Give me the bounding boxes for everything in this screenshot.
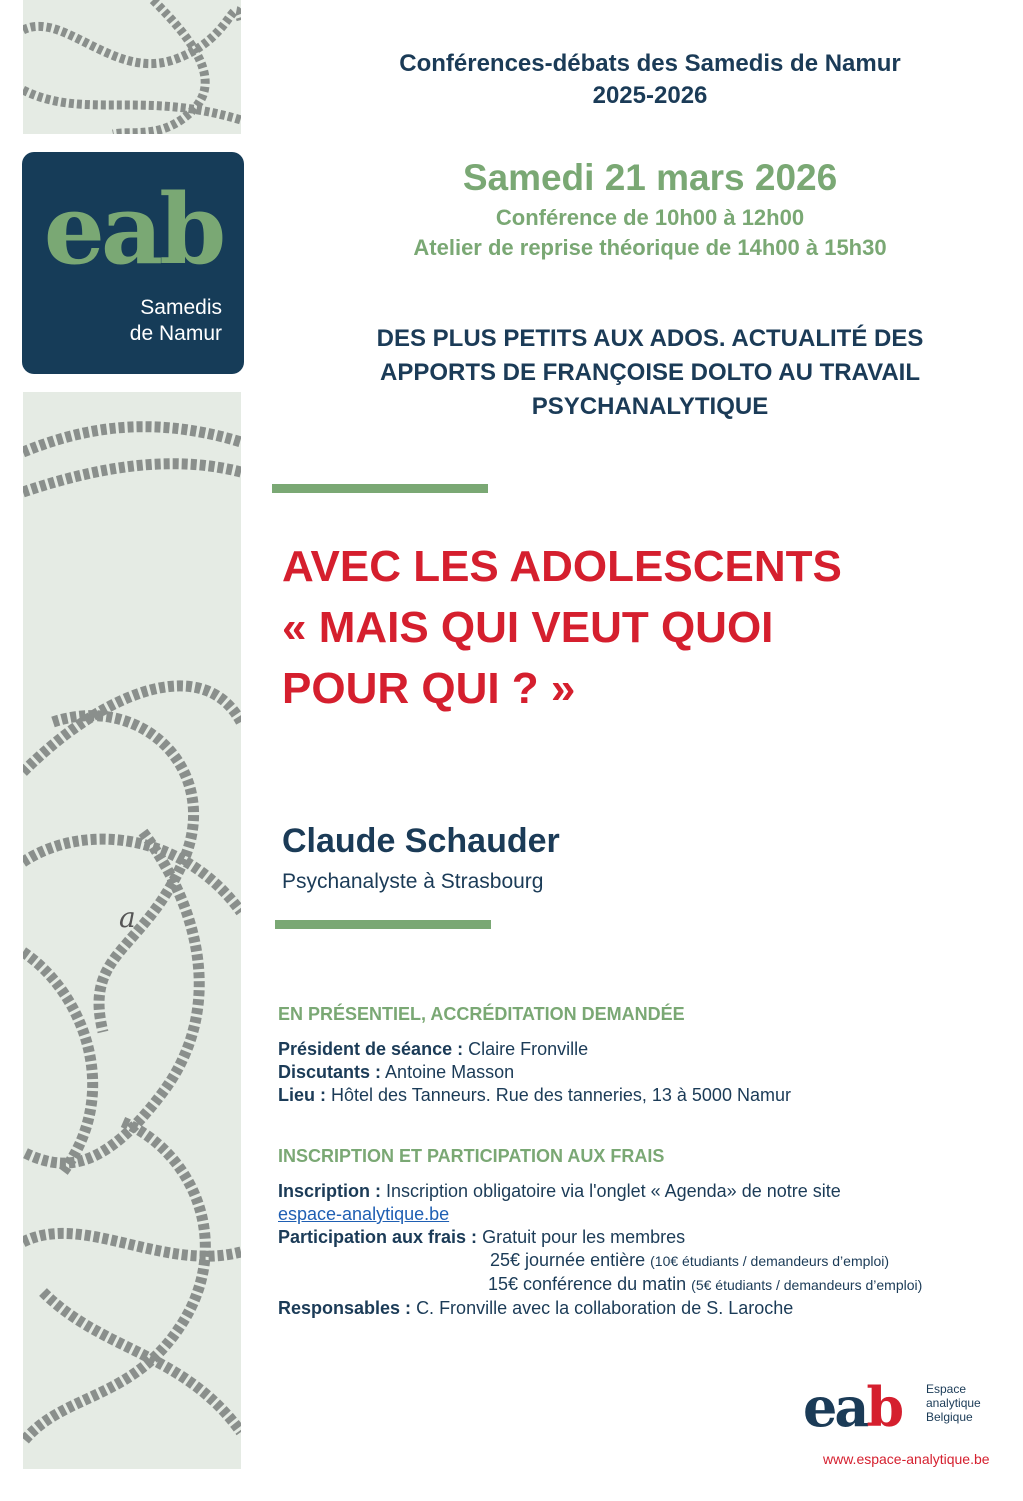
inscription-label: Inscription : xyxy=(278,1181,381,1201)
cycle-title xyxy=(280,322,1020,424)
footer-org-line3: Belgique xyxy=(926,1410,973,1424)
time-conference: Conférence de 10h00 à 12h00 xyxy=(495,205,805,230)
event-date: Samedi 21 mars 2026 xyxy=(462,157,838,198)
speaker-role: Psychanalyste à Strasbourg xyxy=(282,870,544,893)
footer-logo-letters xyxy=(803,1375,902,1439)
logo-eab-letters: eab xyxy=(43,173,223,286)
series-line1: Conférences-débats des Samedis de Namur xyxy=(399,50,901,77)
series-title xyxy=(280,48,1020,112)
rope-illustration-main xyxy=(23,392,241,1469)
strip-letter: a xyxy=(119,901,136,934)
series-line2: 2025-2026 xyxy=(592,82,708,109)
discussants-row xyxy=(278,1061,791,1084)
samedis-logo xyxy=(22,152,244,374)
title-line3: POUR QUI ? » xyxy=(282,664,576,713)
fee-full-day-row xyxy=(278,1249,998,1273)
fee-morning: 15€ conférence du matin xyxy=(488,1274,687,1294)
fee-full-day: 25€ journée entière xyxy=(490,1250,646,1270)
footer-org-line2: analytique xyxy=(926,1396,981,1410)
cycle-line2: APPORTS DE FRANÇOISE DOLTO AU TRAVAIL xyxy=(379,359,920,386)
fees-row xyxy=(278,1226,998,1249)
footer-logo-e: e xyxy=(803,1375,835,1439)
responsables-row xyxy=(278,1297,998,1320)
rope-strip-main xyxy=(23,392,241,1469)
divider-top xyxy=(272,484,488,493)
venue-label: Lieu : xyxy=(278,1085,326,1105)
footer-org-name xyxy=(926,1382,981,1424)
conference-title xyxy=(282,536,1002,719)
venue-value: Hôtel des Tanneurs. Rue des tanneries, 13 à 5000 Namur xyxy=(331,1085,791,1105)
footer-url[interactable]: www.espace-analytique.be xyxy=(823,1451,990,1467)
president-label: Président de séance : xyxy=(278,1039,464,1059)
inscription-value: Inscription obligatoire via l'onglet « Agenda» de notre site xyxy=(386,1181,841,1201)
responsables-value: C. Fronville avec la collaboration de S. Laroche xyxy=(416,1298,794,1318)
registration-heading: INSCRIPTION ET PARTICIPATION AUX FRAIS xyxy=(278,1146,665,1166)
footer-logo-a: a xyxy=(834,1375,867,1439)
fees-label: Participation aux frais : xyxy=(278,1227,478,1247)
discussants-label: Discutants : xyxy=(278,1062,382,1082)
rope-illustration-top xyxy=(23,0,241,134)
divider-bottom xyxy=(275,920,491,929)
logo-line1: Samedis xyxy=(140,296,222,319)
logo-subtitle xyxy=(130,295,222,347)
cycle-line3: PSYCHANALYTIQUE xyxy=(531,393,769,420)
logo-line2: de Namur xyxy=(129,322,222,345)
time-workshop: Atelier de reprise théorique de 14h00 à 15h30 xyxy=(413,235,887,260)
fees-members: Gratuit pour les membres xyxy=(482,1227,686,1247)
site-link[interactable]: espace-analytique.be xyxy=(278,1204,450,1224)
venue-row xyxy=(278,1084,791,1107)
fee-morning-reduced: (5€ étudiants / demandeurs d’emploi) xyxy=(691,1277,923,1293)
session-heading: EN PRÉSENTIEL, ACCRÉDITATION DEMANDÉE xyxy=(278,1004,685,1024)
session-details xyxy=(278,1038,791,1107)
title-line1: AVEC LES ADOLESCENTS xyxy=(282,542,842,591)
responsables-label: Responsables : xyxy=(278,1298,412,1318)
site-link-row xyxy=(278,1203,998,1226)
fee-full-day-reduced: (10€ étudiants / demandeurs d’emploi) xyxy=(650,1253,890,1269)
president-row xyxy=(278,1038,791,1061)
rope-strip-top xyxy=(23,0,241,134)
cycle-line1: DES PLUS PETITS AUX ADOS. ACTUALITÉ DES xyxy=(376,325,924,352)
speaker-name: Claude Schauder xyxy=(282,822,560,860)
event-times xyxy=(280,203,1020,263)
title-line2: « MAIS QUI VEUT QUOI xyxy=(282,603,774,652)
inscription-row xyxy=(278,1180,998,1203)
president-value: Claire Fronville xyxy=(468,1039,589,1059)
discussants-value: Antoine Masson xyxy=(385,1062,515,1082)
fee-morning-row xyxy=(278,1273,998,1297)
footer-org-line1: Espace xyxy=(926,1382,967,1396)
footer-logo-b: b xyxy=(866,1375,902,1439)
registration-details xyxy=(278,1180,998,1320)
